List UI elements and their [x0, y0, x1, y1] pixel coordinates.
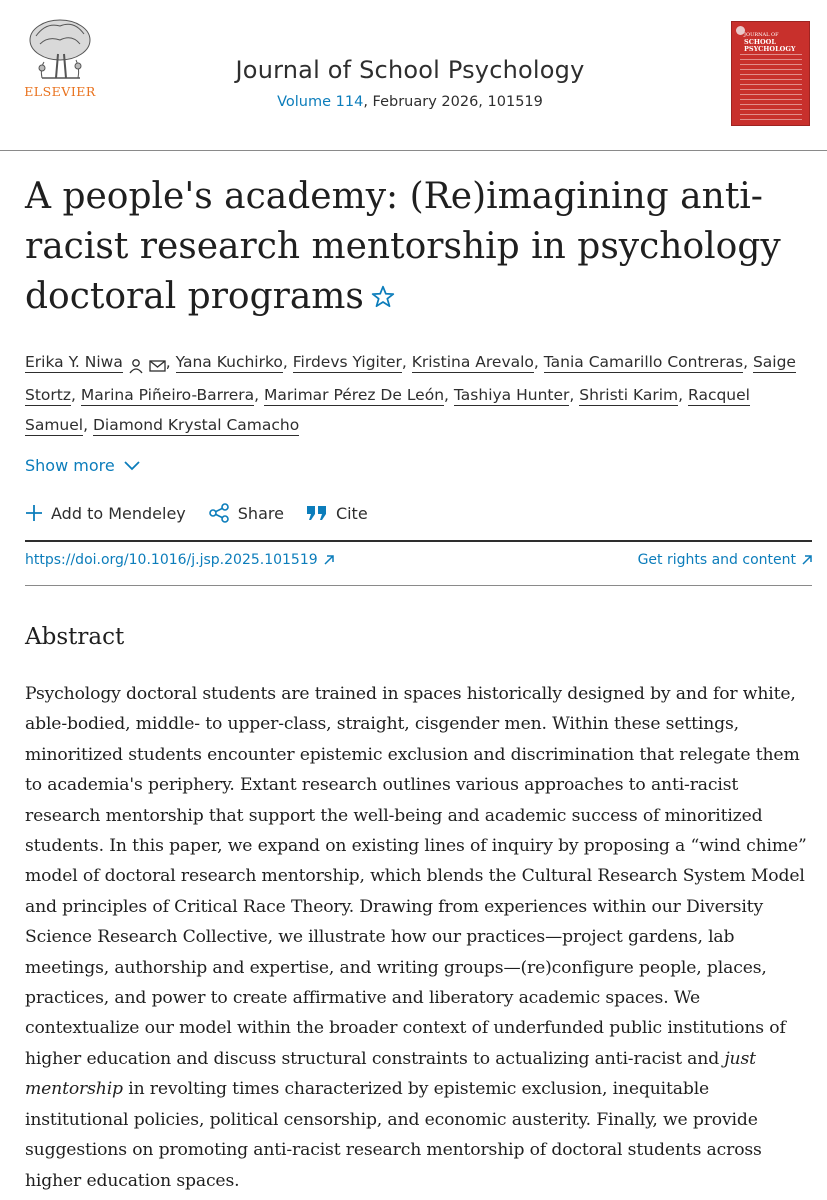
get-rights-link[interactable]: [638, 552, 812, 568]
author-link[interactable]: Firdevs Yigiter: [292, 353, 402, 371]
publisher-name: ELSEVIER: [24, 84, 96, 99]
abstract-body: Psychology doctoral students are trained in spaces historically designed by and for white, able-bodied, middle- to upper-class, straight, cisgender men. Within these settings, minoritized students encounter epistemic exclusion and discrimination that relegate them to academia's periphery. Extant research outlines various approaches to anti-racist research mentorship that support the well-being and academic success of minoritized students. In this paper, we expand on existing lines of inquiry by proposing a “wind chime” model of doctoral research mentorship, which blends the Cultural Research System Model and principles of Critical Race Theory. Drawing from experiences within our Diversity Science Research Collective, we illustrate how our practices—project gardens, lab meetings, authorship and expertise, and writing groups—(re)configure people, places, practices, and power to create affirmative and liberatory academic spaces. We contextualize our model within the broader context of underfunded public institutions of higher education and discuss structural constraints to actualizing anti-racist and just mentorship in revolting times characterized by epistemic exclusion, inequitable institutional policies, political censorship, and economic austerity. Finally, we provide suggestions on promoting anti-racist research mentorship of doctoral students across higher education spaces.: [25, 684, 807, 1191]
share-button[interactable]: [208, 503, 284, 523]
show-more-button[interactable]: [25, 456, 141, 475]
author-link[interactable]: Kristina Arevalo: [411, 353, 534, 371]
abstract-heading: Abstract: [25, 624, 125, 650]
abstract-italic-phrase: just mentorship: [25, 1048, 756, 1100]
chevron-down-icon: [123, 460, 141, 472]
author-link[interactable]: Tashiya Hunter: [453, 386, 570, 404]
author-contact-icons: [128, 350, 166, 380]
star-outline-icon[interactable]: [370, 274, 396, 324]
cite-label: Cite: [335, 503, 368, 523]
external-link-arrow-icon: [802, 555, 812, 565]
author-link[interactable]: Erika Y. Niwa: [25, 353, 123, 371]
volume-link[interactable]: Volume 114: [277, 94, 364, 110]
journal-cover-image[interactable]: [731, 21, 810, 126]
show-more-label: Show more: [25, 456, 115, 475]
article-actions: [25, 503, 368, 523]
author-link[interactable]: Saige Stortz: [25, 353, 796, 404]
actions-divider: [25, 540, 812, 542]
add-to-mendeley-button[interactable]: [25, 503, 186, 523]
quote-icon: [306, 505, 328, 521]
mail-icon[interactable]: [149, 359, 166, 373]
journal-header: [0, 0, 827, 150]
rights-text: Get rights and content: [637, 552, 796, 568]
plus-icon: [25, 504, 43, 522]
mendeley-label: Add to Mendeley: [51, 503, 186, 523]
issue-date: , February 2026, 101519: [363, 94, 543, 110]
cover-title: JOURNAL OF SCHOOL PSYCHOLOGY: [744, 32, 796, 53]
share-icon: [208, 503, 230, 523]
person-icon[interactable]: [128, 358, 144, 374]
doi-text: https://doi.org/10.1016/j.jsp.2025.101519: [25, 552, 318, 568]
journal-issue-info: [160, 94, 660, 110]
doi-divider: [25, 585, 812, 586]
author-link[interactable]: Tania Camarillo Contreras: [543, 353, 744, 371]
doi-link[interactable]: [25, 552, 334, 568]
share-label: Share: [237, 503, 284, 523]
cite-button[interactable]: [306, 503, 368, 523]
external-link-arrow-icon: [324, 555, 334, 565]
author-link[interactable]: Racquel Samuel: [25, 386, 750, 434]
author-link[interactable]: Shristi Karim: [579, 386, 679, 404]
author-link[interactable]: Marina Piñeiro-Barrera: [80, 386, 255, 404]
header-divider: [0, 150, 827, 151]
author-link[interactable]: Diamond Krystal Camacho: [92, 416, 300, 434]
author-link[interactable]: Marimar Pérez De León: [264, 386, 445, 404]
article-title: A people's academy: (Re)imagining anti-racist research mentorship in psychology doctoral programs: [25, 172, 805, 324]
cover-text-lines: [740, 54, 802, 124]
author-list: Erika Y. Niwa , Yana Kuchirko, Firdevs Yigiter, Kristina Arevalo, Tania Camarillo Contreras, Saige Stortz, Marina Piñeiro-Barrera, Marimar Pérez De León, Tashiya Hunter, Shristi Karim, Racquel Samuel, Diamond Krystal Camacho: [25, 347, 815, 440]
author-link[interactable]: Yana Kuchirko: [175, 353, 283, 371]
journal-title[interactable]: Journal of School Psychology: [235, 56, 585, 84]
